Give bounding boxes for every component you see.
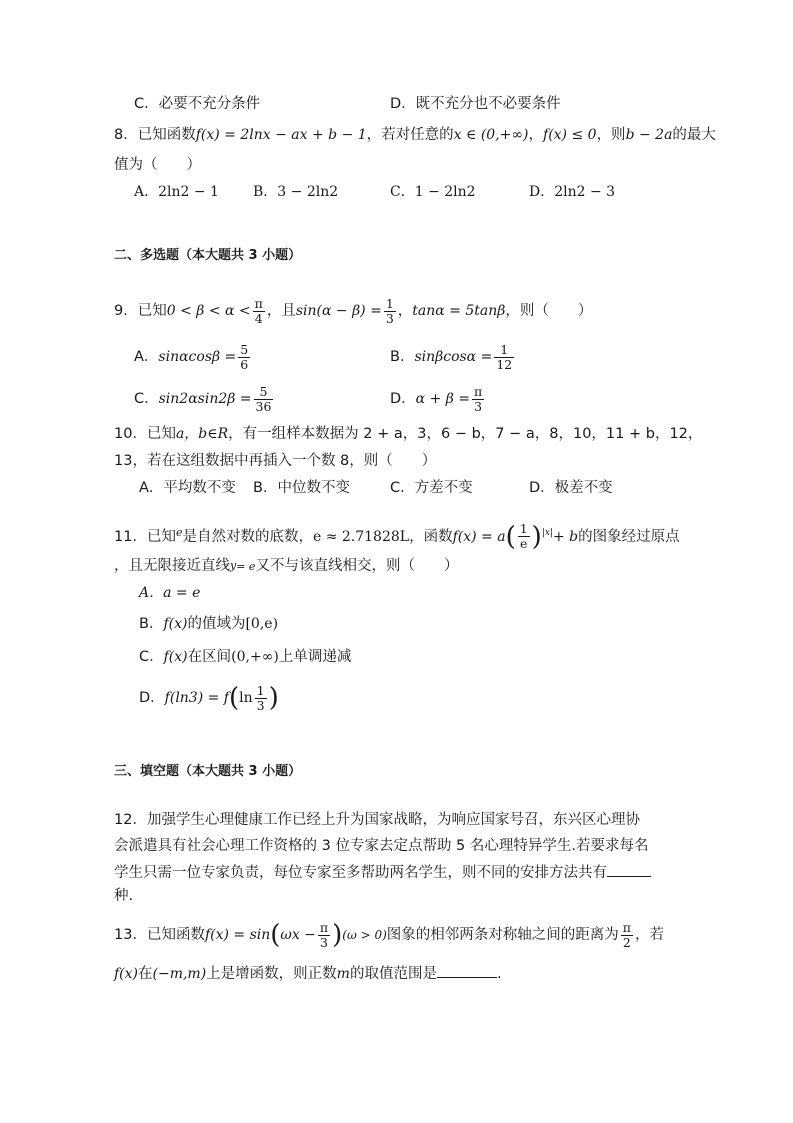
q7-option-d: D．既不充分也不必要条件: [390, 96, 561, 112]
q10-option-d: D．极差不变: [529, 480, 613, 496]
answer-blank[interactable]: [607, 862, 651, 877]
q8-option-b: B．3 − 2ln2: [253, 184, 339, 200]
option-label: A．: [134, 349, 159, 365]
q13-text: .: [496, 966, 502, 982]
denominator: 3: [256, 697, 265, 713]
q10-variables: a，b∈R: [175, 426, 229, 442]
denominator: 12: [496, 356, 513, 372]
numerator: π: [474, 383, 483, 399]
q8-text: ，则: [596, 127, 626, 143]
answer-blank[interactable]: [437, 963, 497, 978]
q8-function: f(x) = 2lnx − ax + b − 1: [195, 127, 367, 143]
paren-right: ): [531, 521, 542, 552]
option-fraction: [255, 684, 267, 713]
q13-text: 图象的相邻两条对称轴之间的距离为: [386, 927, 619, 943]
q10-option-c: C．方差不变: [390, 480, 473, 496]
q9-inequality: 0 < β < α <: [166, 303, 251, 319]
option-range: (0,+∞): [231, 649, 279, 665]
option-text: 上单调递减: [278, 649, 352, 665]
numerator: 1: [256, 682, 265, 698]
q9-text: ，且: [266, 303, 296, 319]
numerator: π: [254, 295, 263, 311]
q12-line2: 会派遣具有社会心理工作资格的 3 位专家去定点帮助 5 名心理特异学生.若要求每名: [114, 838, 649, 854]
denominator: 3: [385, 310, 394, 326]
q9-text: ，: [397, 303, 413, 319]
option-expression: α + β =: [415, 391, 471, 407]
section-heading: 三、填空题（本大题共 3 小题）: [114, 764, 302, 779]
q9-sine: sin(α − β) =: [295, 303, 382, 319]
q10-number: 10．已知: [114, 426, 176, 442]
option-fraction: [238, 343, 250, 372]
denominator: 3: [320, 934, 328, 950]
q13-fraction: [318, 921, 330, 950]
option-fraction: [254, 385, 274, 414]
option-expression: sinαcosβ =: [158, 349, 237, 365]
q11-approximation: e ≈ 2.71828L: [312, 528, 410, 545]
q9-tangent: tanα = 5tanβ: [412, 303, 506, 319]
q13-stem-line2: [114, 963, 502, 984]
option-function: f(x): [163, 649, 188, 665]
q11-e-symbol: e: [175, 526, 183, 539]
option-text: 的值域为: [187, 616, 246, 632]
q9-fraction: [253, 297, 265, 326]
q13-number: 13．已知函数: [114, 927, 205, 943]
q10-text: ，有一组样本数据为 2 + a，3，6 − b，7 − a，8，10，11 + b，12，: [228, 426, 703, 442]
q9-option-c: [134, 382, 275, 416]
q11-plus-b: + b: [552, 528, 579, 545]
q12-line4: 种.: [114, 888, 134, 904]
q8-stem-line2: 值为（ ）: [114, 157, 201, 173]
q9-option-d: [390, 382, 486, 416]
q9-option-b: [390, 340, 516, 374]
option-range: [0,e): [245, 616, 279, 632]
q10-stem-line1: [114, 424, 702, 444]
q13-condition: (ω > 0): [342, 928, 387, 942]
option-expression: sinβcosα =: [414, 349, 493, 365]
numerator: 5: [254, 385, 274, 400]
option-function: f(x): [163, 616, 188, 632]
q13-fraction: [621, 921, 633, 950]
q12-line3: [114, 862, 651, 883]
paren-right: ): [332, 920, 343, 950]
denominator: 36: [255, 398, 272, 414]
q13-text: 在: [138, 966, 153, 982]
q11-option-d: [139, 681, 279, 715]
q10-stem-line2: 13，若在这组数据中再插入一个数 8，则（ ）: [114, 453, 437, 469]
q11-stem-line2: [114, 556, 458, 577]
q13-text: 上是增函数，则正数: [206, 966, 337, 982]
option-label: C．: [139, 649, 164, 665]
denominator: 4: [254, 310, 263, 326]
numerator: 1: [494, 343, 514, 358]
q11-option-b: [139, 614, 278, 634]
q8-text: ，: [528, 127, 544, 143]
paren-left: (: [229, 683, 240, 713]
denominator: 2: [622, 934, 631, 950]
numerator: π: [622, 919, 631, 935]
q8-domain: x ∈ (0,+∞): [453, 127, 529, 143]
numerator: 5: [240, 341, 249, 357]
q8-option-d: D．2ln2 − 3: [529, 184, 616, 200]
q8-number: 8．已知函数: [114, 127, 196, 143]
q11-y-symbol: y: [230, 559, 237, 572]
q11-text: 又不与该直线相交，则（ ）: [255, 558, 459, 574]
q13-argument: ωx −: [280, 927, 316, 943]
q11-asymptote: = e: [236, 560, 256, 573]
q11-function: f(x) = a: [452, 528, 506, 545]
option-fraction: [494, 343, 514, 372]
q8-expression: b − 2a: [625, 127, 673, 143]
option-fraction: [472, 385, 484, 414]
q11-exponent: |x|: [541, 528, 553, 538]
section-heading: 二、多选题（本大题共 3 小题）: [114, 248, 302, 263]
q11-option-c: [139, 647, 351, 667]
q8-text: 的最大: [672, 127, 716, 143]
q11-text: ，函数: [409, 528, 453, 545]
q13-m-variable: m: [336, 966, 350, 982]
q11-number: 11．已知: [114, 528, 176, 545]
q9-option-a: [134, 340, 252, 374]
q8-option-c: C．1 − 2ln2: [390, 184, 476, 200]
option-label: B．: [390, 349, 415, 365]
q13-function: f(x): [114, 966, 139, 982]
q7-option-c: C．必要不充分条件: [134, 96, 261, 112]
q11-text: 的图象经过原点: [578, 528, 680, 545]
option-label: D．: [139, 690, 165, 706]
paren-left: (: [270, 920, 281, 950]
q13-text: ，若: [634, 927, 664, 943]
q13-function: f(x) = sin: [204, 927, 271, 943]
q9-number: 9．已知: [114, 303, 167, 319]
denominator: 3: [474, 398, 483, 414]
q8-text: ，若对任意的: [366, 127, 454, 143]
option-label: C．: [134, 391, 159, 407]
numerator: 1: [385, 295, 394, 311]
q11-option-a: A．a = e: [139, 585, 201, 601]
q13-interval: (−m,m): [152, 966, 207, 982]
q9-text: ，则（ ）: [505, 303, 593, 319]
q9-fraction: [384, 297, 396, 326]
q10-option-b: B．中位数不变: [253, 480, 350, 496]
paren-left: (: [505, 521, 516, 552]
paren-right: ): [268, 683, 279, 713]
q13-stem-line1: [114, 918, 664, 952]
numerator: π: [319, 919, 329, 935]
q9-stem: [114, 294, 592, 328]
q8-option-a: A．2ln2 − 1: [134, 184, 219, 200]
option-text: 在区间: [187, 649, 232, 665]
option-label: D．: [390, 391, 416, 407]
option-expression: sin2αsin2β =: [158, 391, 252, 407]
q10-option-a: A．平均数不变: [139, 480, 236, 496]
option-ln: ln: [239, 690, 253, 706]
q12-line1: 12．加强学生心理健康工作已经上升为国家战略，为响应国家号召，东兴区心理协: [114, 812, 640, 828]
denominator: e: [519, 536, 528, 552]
denominator: 6: [240, 356, 249, 372]
q8-condition: f(x) ≤ 0: [543, 127, 597, 143]
q8-stem-line1: [114, 125, 716, 145]
q11-stem-line1: [114, 516, 680, 554]
q13-text: 的取值范围是: [349, 966, 437, 982]
q11-text: ，且无限接近直线: [114, 558, 230, 574]
option-label: B．: [139, 616, 164, 632]
q12-text: 学生只需一位专家负责，每位专家至多帮助两名学生，则不同的安排方法共有: [114, 865, 607, 881]
q11-text: 是自然对数的底数，: [182, 528, 313, 545]
q11-fraction: [518, 522, 530, 551]
option-equation: f(ln3) = f: [164, 690, 229, 706]
numerator: 1: [519, 521, 528, 537]
